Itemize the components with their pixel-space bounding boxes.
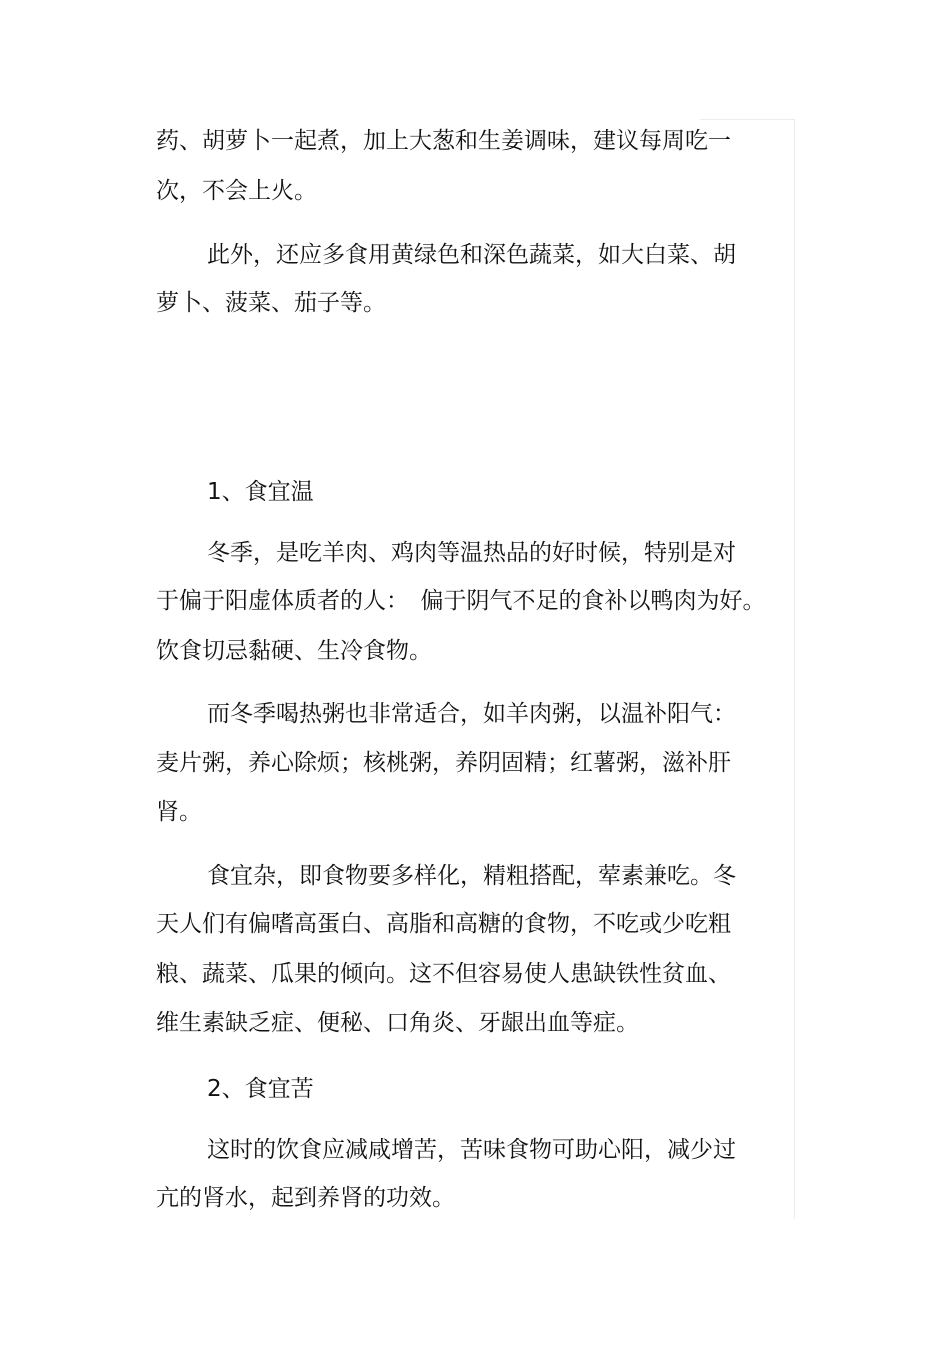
page-border-right: [794, 119, 795, 1219]
page-border-top: [700, 119, 795, 120]
paragraph-3-line-3: 饮食切忌黏硬、生冷食物。: [156, 638, 432, 664]
paragraph-2-line-1: 此外，还应多食用黄绿色和深色蔬菜，如大白菜、胡: [207, 242, 736, 268]
paragraph-4-line-1: 而冬季喝热粥也非常适合，如羊肉粥，以温补阳气：: [207, 701, 736, 727]
paragraph-2-line-2: 萝卜、菠菜、茄子等。: [156, 290, 386, 316]
paragraph-1-line-1: 药、胡萝卜一起煮，加上大葱和生姜调味，建议每周吃一: [156, 128, 731, 154]
section-heading-1: 1、食宜温: [207, 479, 314, 505]
paragraph-1-line-2: 次，不会上火。: [156, 178, 317, 204]
paragraph-5-line-2: 天人们有偏嗜高蛋白、高脂和高糖的食物，不吃或少吃粗: [156, 911, 731, 937]
paragraph-3-line-2: 于偏于阳虚体质者的人： 偏于阴气不足的食补以鸭肉为好。: [156, 588, 766, 614]
paragraph-5-line-3: 粮、蔬菜、瓜果的倾向。这不但容易使人患缺铁性贫血、: [156, 961, 731, 987]
paragraph-3-line-1: 冬季，是吃羊肉、鸡肉等温热品的好时候，特别是对: [207, 540, 736, 566]
paragraph-4-line-3: 肾。: [156, 799, 202, 825]
paragraph-6-line-2: 亢的肾水，起到养肾的功效。: [156, 1185, 455, 1211]
paragraph-5-line-4: 维生素缺乏症、便秘、口角炎、牙龈出血等症。: [156, 1010, 639, 1036]
paragraph-5-line-1: 食宜杂，即食物要多样化，精粗搭配，荤素兼吃。冬: [207, 863, 736, 889]
paragraph-6-line-1: 这时的饮食应减咸增苦，苦味食物可助心阳，减少过: [207, 1137, 736, 1163]
section-heading-2: 2、食宜苦: [207, 1076, 314, 1102]
paragraph-4-line-2: 麦片粥，养心除烦；核桃粥，养阴固精；红薯粥，滋补肝: [156, 750, 731, 776]
